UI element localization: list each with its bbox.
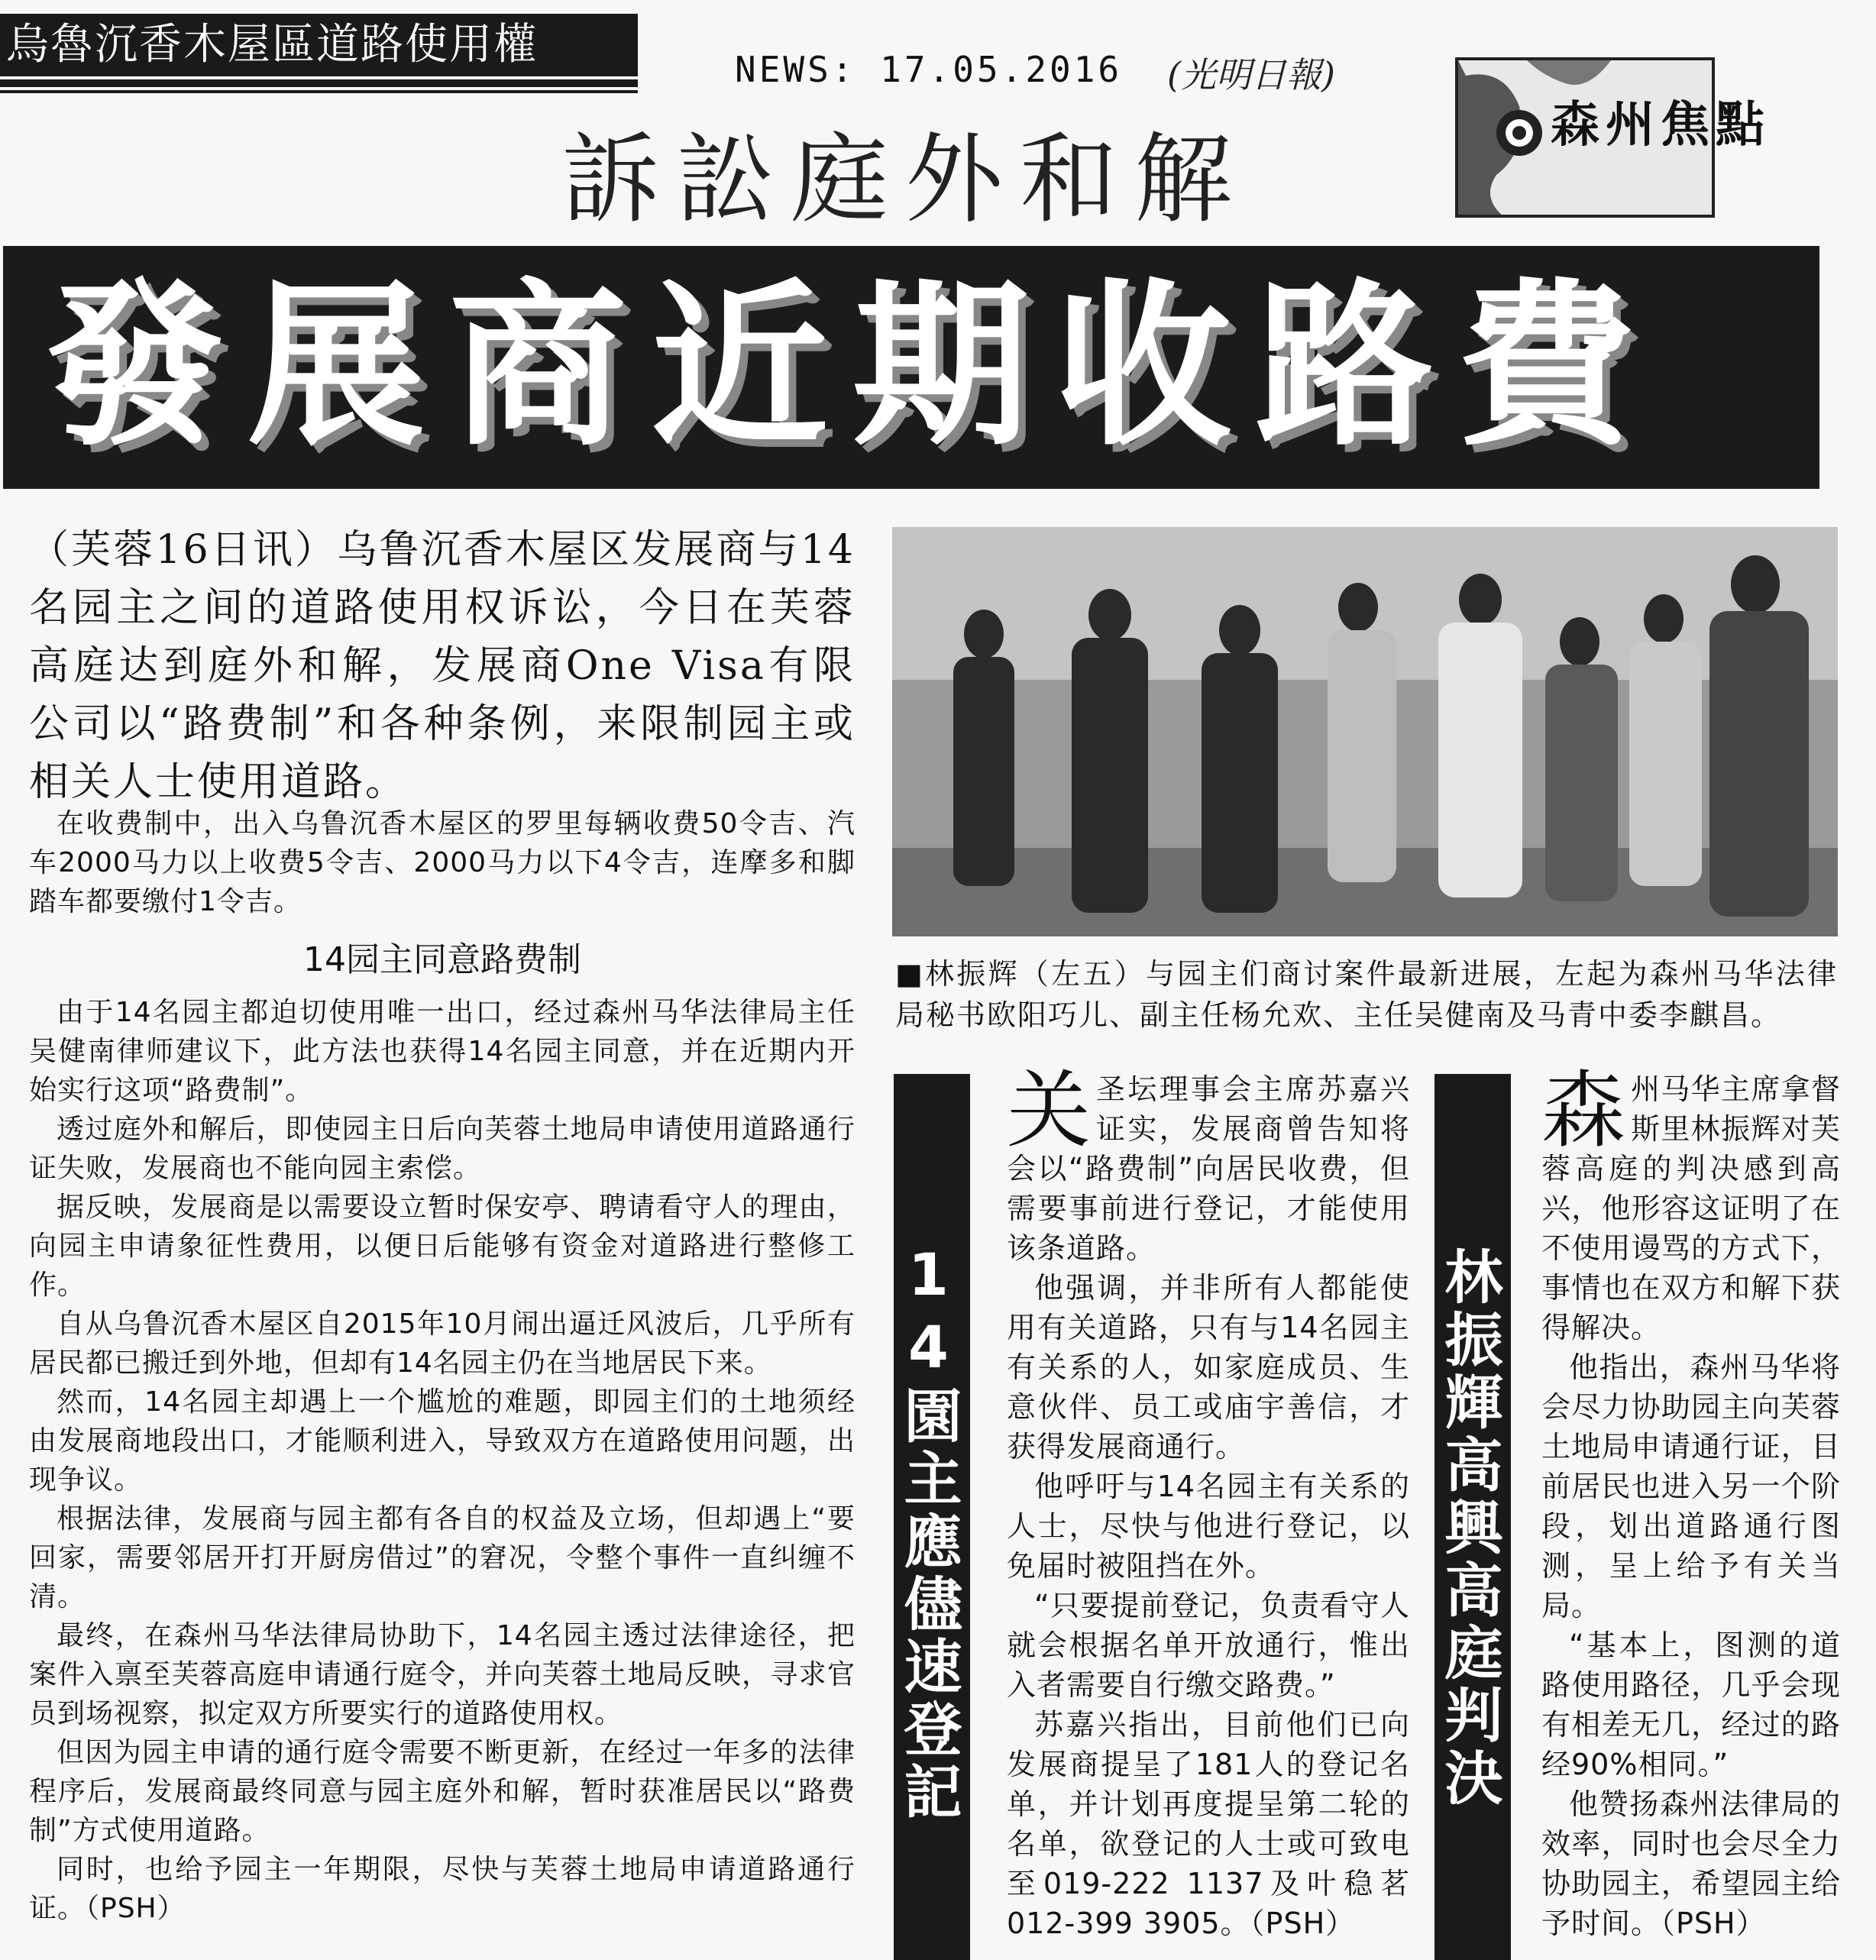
sidebar-title-vertical: 14園主應儘速登記 [894,1074,970,1960]
paragraph: 他指出，森州马华将会尽力协助园主向芙蓉土地局申请通行证，目前居民也进入另一个阶段，划出道路通行图测，呈上给予有关当局。 [1541,1350,1841,1622]
first-paragraph: 州马华主席拿督斯里林振辉对芙蓉高庭的判决感到高兴，他形容这证明了在不使用谩骂的方式下，事情也在双方和解下获得解决。 [1541,1072,1841,1344]
handwritten-source: (光明日報) [1167,54,1335,95]
paragraph: 他呼吁与14名园主有关系的人士，尽快与他进行登记，以免届时被阻挡在外。 [1007,1470,1410,1583]
news-photo [892,527,1838,936]
paragraph: 由于14名园主都迫切使用唯一出口，经过森州马华法律局主任吴健南律师建议下，此方法也获得14名园主同意，并在近期内开始实行这项“路费制”。 [29,997,856,1106]
paragraph: 最终，在森州马华法律局协助下，14名园主透过法律途径，把案件入禀至芙蓉高庭申请通行庭令，并向芙蓉土地局反映，寻求官员到场视察，拟定双方所要实行的道路使用权。 [29,1620,856,1729]
group-photo-image [892,527,1838,936]
first-paragraph: 圣坛理事会主席苏嘉兴证实，发展商曾告知将会以“路费制”向居民收费，但需要事前进行登记，才能使用该条道路。 [1007,1072,1410,1265]
paragraph: “基本上，图测的道路使用路径，几乎会现有相差无几，经过的路经90%相同。” [1541,1628,1841,1781]
paragraph-with-dropcap [1541,1062,1841,1347]
paragraph: 他强调，并非所有人都能使用有关道路，只有与14名园主有关系的人，如家庭成员、生意伙伴、员工或庙宇善信，才获得发展商通行。 [1007,1271,1410,1464]
main-headline: 發展商近期收路費 [46,264,1660,470]
dropcap: 森 [1541,1062,1626,1160]
paragraph: 然而，14名园主却遇上一个尴尬的难题，即园主们的土地须经由发展商地段出口，才能顺利进入，导致双方在道路使用问题，出现争议。 [29,1386,856,1496]
sidebar-title-vertical: 林振輝高興高庭判決 [1434,1074,1511,1960]
sidebar-column-2 [1541,1062,1841,1943]
paragraph: 他赞扬森州法律局的效率，同时也会尽全力协助园主，希望园主给予时间。（PSH） [1541,1787,1841,1940]
photo-caption: ■林振辉（左五）与园主们商讨案件最新进展，左起为森州马华法律局秘书欧阳巧儿、副主任杨允欢、主任吴健南及马青中委李麒昌。 [895,957,1838,1032]
paragraph: 根据法律，发展商与园主都有各自的权益及立场，但却遇上“要回家，需要邻居开打开厨房借过”的窘况，令整个事件一直纠缠不清。 [29,1503,856,1612]
sub-headline: 訴訟庭外和解 [561,123,1250,237]
kicker-rule [0,79,638,87]
paragraph: “只要提前登记，负责看守人就会根据名单开放通行，惟出入者需要自行缴交路费。” [1007,1589,1410,1702]
news-date: NEWS: 17.05.2016 [735,49,1123,90]
paragraph: 自从乌鲁沉香木屋区自2015年10月闹出逼迁风波后，几乎所有居民都已搬迁到外地，但却有14名园主仍在当地居民下来。 [29,1308,856,1379]
section-logo-text: 森州焦點 [1551,97,1771,154]
lead-paragraph: （芙蓉16日讯）乌鲁沉香木屋区发展商与14名园主之间的道路使用权诉讼，今日在芙蓉高庭达到庭外和解，发展商One Visa有限公司以“路费制”和各种条例，来限制园主或相关人士使用道路。 [29,527,856,805]
body-column-1a [29,804,856,921]
subheading: 14园主同意路费制 [303,940,581,979]
paragraph: 但因为园主申请的通行庭令需要不断更新，在经过一年多的法律程序后，发展商最终同意与园主庭外和解，暂时获准居民以“路费制”方式使用道路。 [29,1737,856,1846]
paragraph: 在收费制中，出入乌鲁沉香木屋区的罗里每辆收费50令吉、汽车2000马力以上收费5令吉、2000马力以下4令吉，连摩多和脚踏车都要缴付1令吉。 [29,808,856,917]
paragraph: 同时，也给予园主一年期限，尽快与芙蓉土地局申请道路通行证。（PSH） [29,1854,856,1924]
paragraph-with-dropcap [1007,1062,1410,1268]
paragraph: 苏嘉兴指出，目前他们已向发展商提呈了181人的登记名单，并计划再度提呈第二轮的名单，欲登记的人士或可致电至019-222 1137及叶稳茗012-399 3905。（PSH） [1007,1708,1410,1940]
paragraph: 透过庭外和解后，即使园主日后向芙蓉土地局申请使用道路通行证失败，发展商也不能向园主索偿。 [29,1114,856,1184]
paragraph: 据反映，发展商是以需要设立暂时保安亭、聘请看守人的理由，向园主申请象征性费用，以便日后能够有资金对道路进行整修工作。 [29,1192,856,1301]
sidebar-column-1 [1007,1062,1410,1943]
kicker-banner [0,14,638,76]
dropcap: 关 [1007,1062,1092,1160]
kicker-text: 烏魯沉香木屋區道路使用權 [6,20,538,70]
body-column-1b [29,993,856,1928]
kicker-rule-thin [0,90,638,93]
